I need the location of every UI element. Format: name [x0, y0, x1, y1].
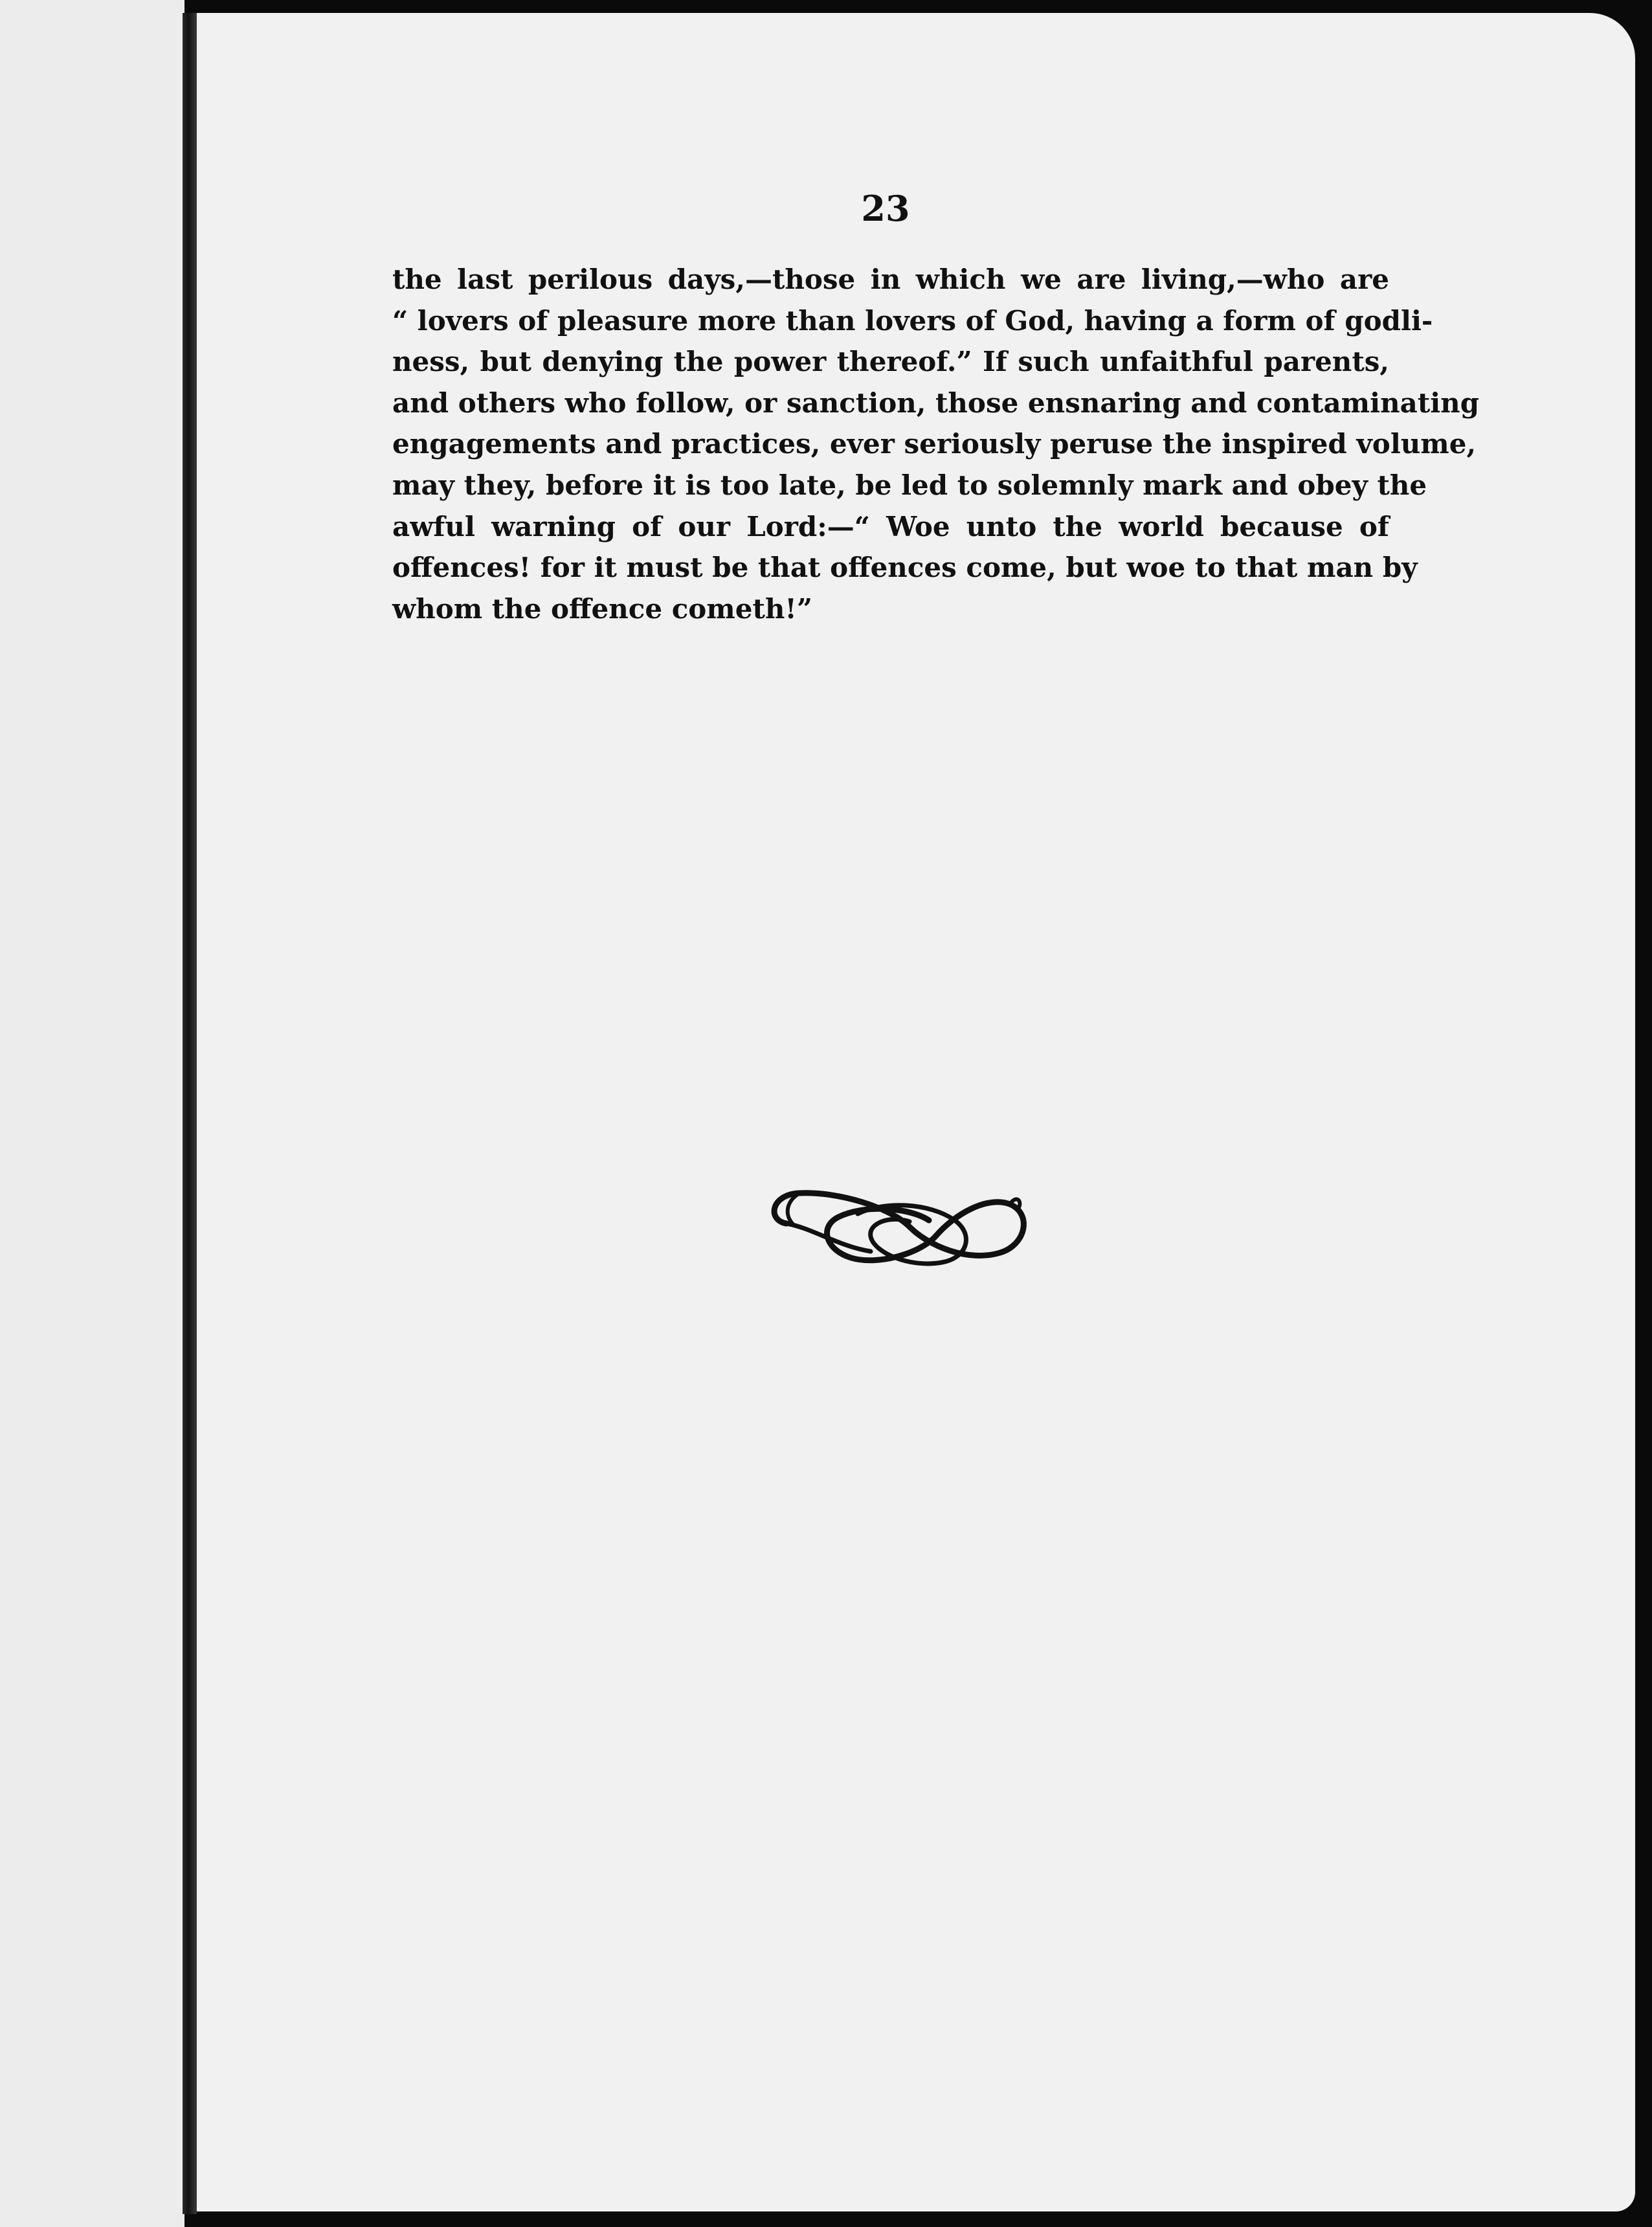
- facing-page-edge: [0, 0, 184, 2227]
- binding-gutter: [183, 13, 197, 2214]
- page-number: 23: [861, 188, 910, 229]
- text-line: the last perilous days,—those in which we are living,—who are: [392, 263, 1389, 295]
- text-line: awful warning of our Lord:—“ Woe unto the world because of: [392, 510, 1389, 543]
- text-line: may they, before it is too late, be led to solemnly mark and obey the: [392, 469, 1427, 501]
- knot-ornament-icon: [761, 1175, 1039, 1279]
- text-line: whom the offence cometh!”: [392, 592, 812, 625]
- text-line: “ lovers of pleasure more than lovers of God, having a form of godli-: [392, 304, 1433, 337]
- text-line: and others who follow, or sanction, those ensnaring and contaminating: [392, 386, 1480, 419]
- text-line: engagements and practices, ever seriously peruse the inspired volume,: [392, 428, 1477, 460]
- text-line: ness, but denying the power thereof.” If such unfaithful parents,: [392, 346, 1389, 378]
- body-text: [392, 259, 1480, 629]
- text-line: offences! for it must be that offences come, but woe to that man by: [392, 552, 1418, 584]
